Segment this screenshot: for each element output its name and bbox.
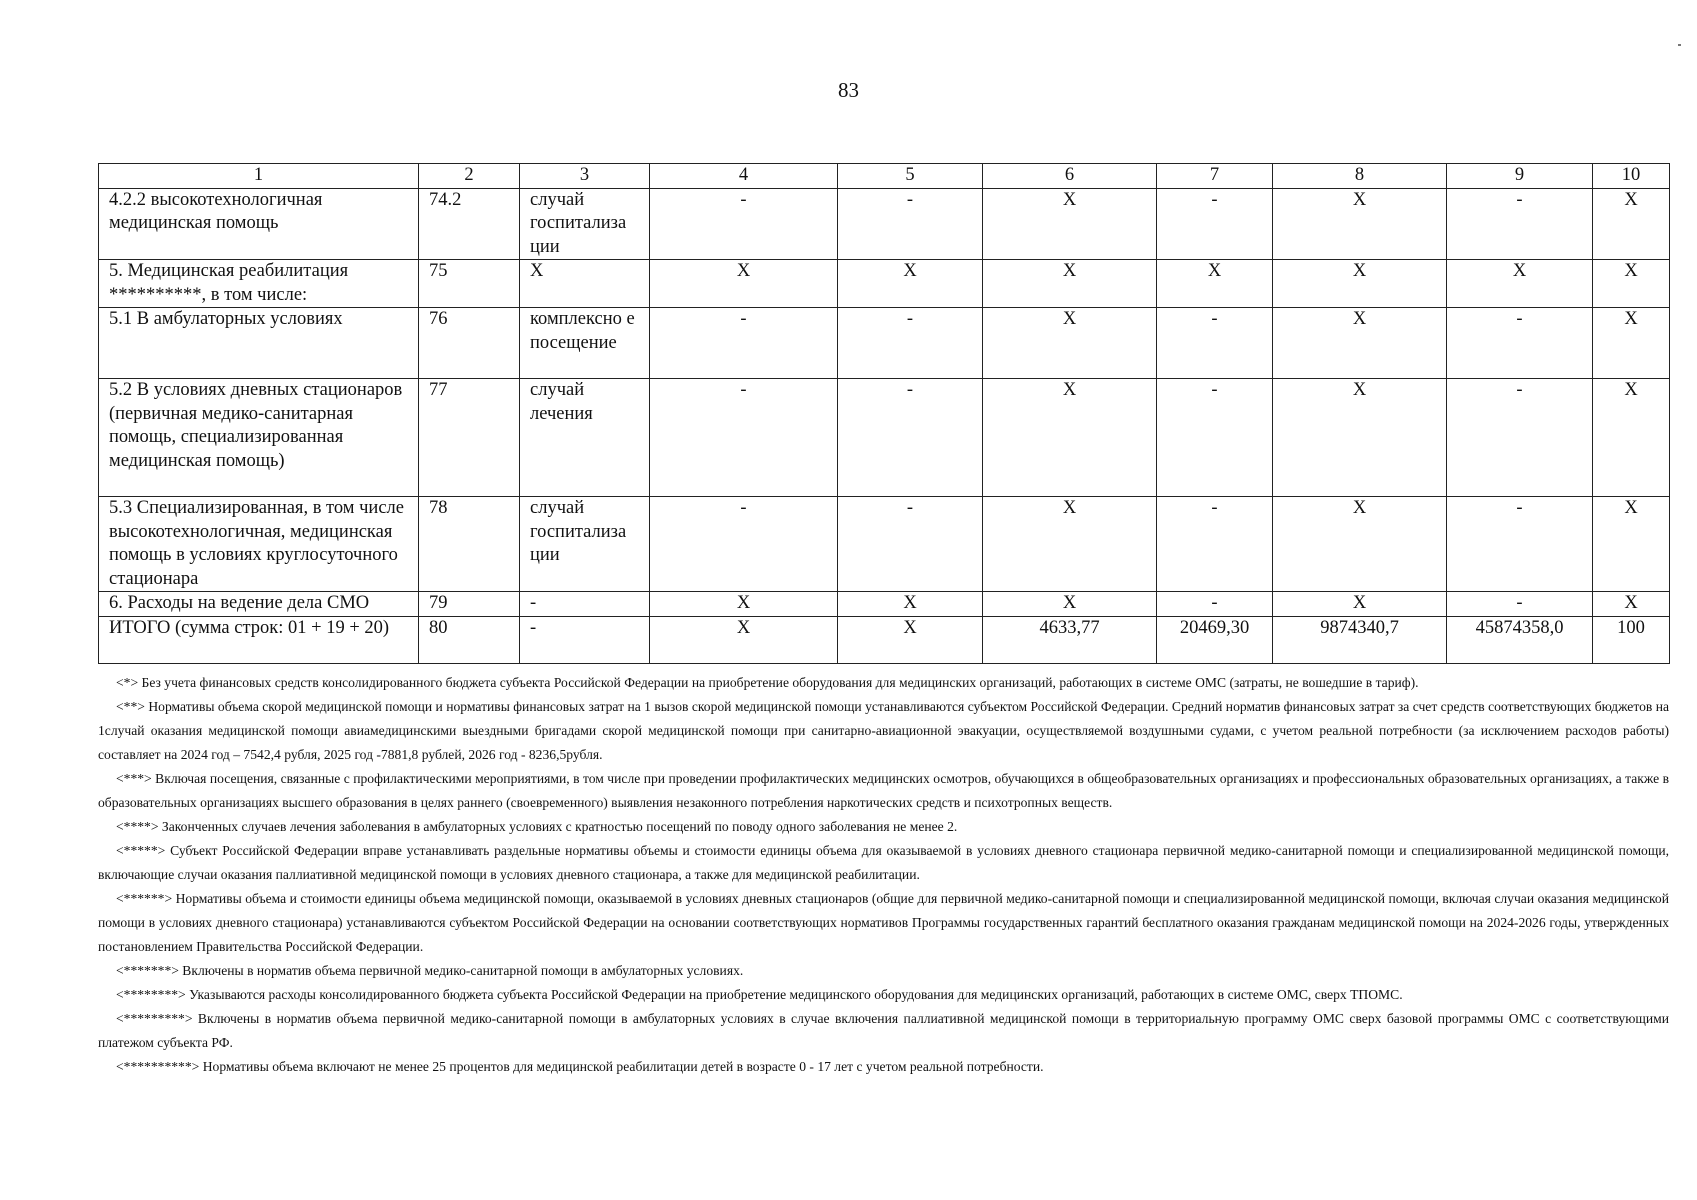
header-cell: 2 — [419, 164, 520, 189]
footnote: <******> Нормативы объема и стоимости единицы объема медицинской помощи, оказываемой в условиях дневных стационаров (общие для первичной медико-санитарной помощи и специализированной медицинской помощи, включая случаи оказания медицинской помощи в условиях дневного стационара) устанавливаются субъектом Российской Федерации на основании соответствующих нормативов Программы государственных гарантий бесплатного оказания гражданам медицинской помощи на 2024-2026 годы, утвержденных постановлением Правительства Российской Федерации. — [98, 891, 1669, 954]
value-cell: - — [1157, 308, 1273, 379]
row-number-cell: 78 — [419, 497, 520, 592]
value-cell: - — [1447, 592, 1593, 617]
footnote: <*> Без учета финансовых средств консолидированного бюджета субъекта Российской Федерации на приобретение оборудования для медицинских организаций, работающих в системе ОМС (затраты, не вошедшие в тариф). — [116, 675, 1419, 690]
value-cell: X — [1593, 497, 1670, 592]
value-cell: X — [838, 592, 983, 617]
table-row — [99, 379, 1670, 497]
value-cell: X — [1273, 308, 1447, 379]
value-cell: X — [1273, 188, 1447, 260]
value-cell: - — [1157, 592, 1273, 617]
row-name-cell: 4.2.2 высокотехнологичная медицинская помощь — [99, 188, 419, 260]
table-row — [99, 308, 1670, 379]
table-row-total — [99, 616, 1670, 663]
value-cell: - — [650, 188, 838, 260]
table-row — [99, 260, 1670, 308]
header-cell: 7 — [1157, 164, 1273, 189]
value-cell: X — [1273, 379, 1447, 497]
unit-cell: случай госпитализа ции — [520, 497, 650, 592]
value-cell: - — [1447, 308, 1593, 379]
value-cell: - — [1447, 379, 1593, 497]
row-number-cell: 76 — [419, 308, 520, 379]
row-number-cell: 80 — [419, 616, 520, 663]
value-cell: X — [838, 616, 983, 663]
table-row — [99, 188, 1670, 260]
value-cell: X — [1593, 592, 1670, 617]
value-cell: 20469,30 — [1157, 616, 1273, 663]
row-name-cell: 5.2 В условиях дневных стационаров (первичная медико-санитарная помощь, специализированная медицинская помощь) — [99, 379, 419, 497]
value-cell: X — [983, 379, 1157, 497]
value-cell: X — [1273, 260, 1447, 308]
value-cell: X — [983, 592, 1157, 617]
row-number-cell: 79 — [419, 592, 520, 617]
value-cell: X — [983, 188, 1157, 260]
unit-cell: - — [520, 592, 650, 617]
value-cell: - — [1157, 379, 1273, 497]
value-cell: X — [1273, 592, 1447, 617]
value-cell: X — [1157, 260, 1273, 308]
header-cell: 10 — [1593, 164, 1670, 189]
value-cell: 100 — [1593, 616, 1670, 663]
value-cell: - — [838, 379, 983, 497]
footnote: <****> Законченных случаев лечения заболевания в амбулаторных условиях с кратностью посещений по поводу одного заболевания не менее 2. — [116, 819, 958, 834]
unit-cell: комплексно е посещение — [520, 308, 650, 379]
value-cell: 4633,77 — [983, 616, 1157, 663]
table-row — [99, 592, 1670, 617]
footnote: <*********> Включены в норматив объема первичной медико-санитарной помощи в амбулаторных условиях в случае включения паллиативной медицинской помощи в территориальную программу ОМС сверх базовой программы ОМС с соответствующими платежом субъекта РФ. — [98, 1011, 1669, 1050]
value-cell: X — [1593, 308, 1670, 379]
value-cell: - — [650, 379, 838, 497]
value-cell: X — [1593, 188, 1670, 260]
norms-table — [98, 163, 1670, 664]
value-cell: X — [1593, 379, 1670, 497]
row-name-cell: 5. Медицинская реабилитация **********, в том числе: — [99, 260, 419, 308]
value-cell: X — [983, 260, 1157, 308]
value-cell: X — [1273, 497, 1447, 592]
footnotes — [98, 671, 1669, 1079]
value-cell: - — [838, 188, 983, 260]
value-cell: - — [1157, 497, 1273, 592]
value-cell: X — [1447, 260, 1593, 308]
row-number-cell: 74.2 — [419, 188, 520, 260]
scan-speck — [1678, 44, 1681, 46]
footnote: <***> Включая посещения, связанные с профилактическими мероприятиями, в том числе при проведении профилактических медицинских осмотров, обучающихся в общеобразовательных организациях и профессиональных образовательных организациях, а также в образовательных организациях высшего образования в целях раннего (своевременного) выявления незаконного потребления наркотических средств и психотропных веществ. — [98, 771, 1669, 810]
value-cell: - — [1447, 188, 1593, 260]
value-cell: - — [838, 308, 983, 379]
unit-cell: - — [520, 616, 650, 663]
footnote: <********> Указываются расходы консолидированного бюджета субъекта Российской Федерации на приобретение медицинского оборудования для медицинских организаций, работающих в системе ОМС, сверх ТПОМС. — [116, 987, 1403, 1002]
row-name-cell: 5.3 Специализированная, в том числе высокотехнологичная, медицинская помощь в условиях круглосуточного стационара — [99, 497, 419, 592]
value-cell: X — [650, 260, 838, 308]
header-cell: 8 — [1273, 164, 1447, 189]
value-cell: 9874340,7 — [1273, 616, 1447, 663]
header-cell: 9 — [1447, 164, 1593, 189]
table-header-row — [99, 164, 1670, 189]
table-row — [99, 497, 1670, 592]
value-cell: X — [983, 497, 1157, 592]
value-cell: X — [983, 308, 1157, 379]
row-number-cell: 77 — [419, 379, 520, 497]
footnote: <**> Нормативы объема скорой медицинской помощи и нормативы финансовых затрат на 1 вызов скорой медицинской помощи устанавливаются субъектом Российской Федерации. Средний норматив финансовых затрат за счет средств соответствующих бюджетов на 1случай оказания медицинской помощи авиамедицинскими выездными бригадами скорой медицинской помощи при санитарно-авиационной эвакуации, осуществляемой воздушными судами, с учетом реальной потребности (за исключением расходов работы) составляет на 2024 год – 7542,4 рубля, 2025 год -7881,8 рублей, 2026 год - 8236,5рубля. — [98, 699, 1669, 762]
header-cell: 3 — [520, 164, 650, 189]
unit-cell: случай госпитализа ции — [520, 188, 650, 260]
footnote: <*****> Субъект Российской Федерации вправе устанавливать раздельные нормативы объемы и стоимости единицы объема для оказываемой в условиях дневного стационара первичной медико-санитарной помощи и специализированной медицинской помощи, включающие случаи оказания паллиативной медицинской помощи в условиях дневного стационара, а также для медицинской реабилитации. — [98, 843, 1669, 882]
header-cell: 4 — [650, 164, 838, 189]
footnote: <**********> Нормативы объема включают не менее 25 процентов для медицинской реабилитации детей в возрасте 0 - 17 лет с учетом реальной потребности. — [116, 1059, 1044, 1074]
value-cell: 45874358,0 — [1447, 616, 1593, 663]
unit-cell: случай лечения — [520, 379, 650, 497]
unit-cell: X — [520, 260, 650, 308]
row-name-cell: 6. Расходы на ведение дела СМО — [99, 592, 419, 617]
header-cell: 6 — [983, 164, 1157, 189]
value-cell: - — [650, 308, 838, 379]
value-cell: X — [650, 592, 838, 617]
row-number-cell: 75 — [419, 260, 520, 308]
footnote: <*******> Включены в норматив объема первичной медико-санитарной помощи в амбулаторных условиях. — [116, 963, 744, 978]
value-cell: - — [838, 497, 983, 592]
row-name-cell: ИТОГО (сумма строк: 01 + 19 + 20) — [99, 616, 419, 663]
page-number: 83 — [838, 78, 859, 102]
row-name-cell: 5.1 В амбулаторных условиях — [99, 308, 419, 379]
header-cell: 1 — [99, 164, 419, 189]
value-cell: - — [1157, 188, 1273, 260]
value-cell: X — [650, 616, 838, 663]
value-cell: X — [838, 260, 983, 308]
header-cell: 5 — [838, 164, 983, 189]
value-cell: - — [1447, 497, 1593, 592]
value-cell: - — [650, 497, 838, 592]
value-cell: X — [1593, 260, 1670, 308]
